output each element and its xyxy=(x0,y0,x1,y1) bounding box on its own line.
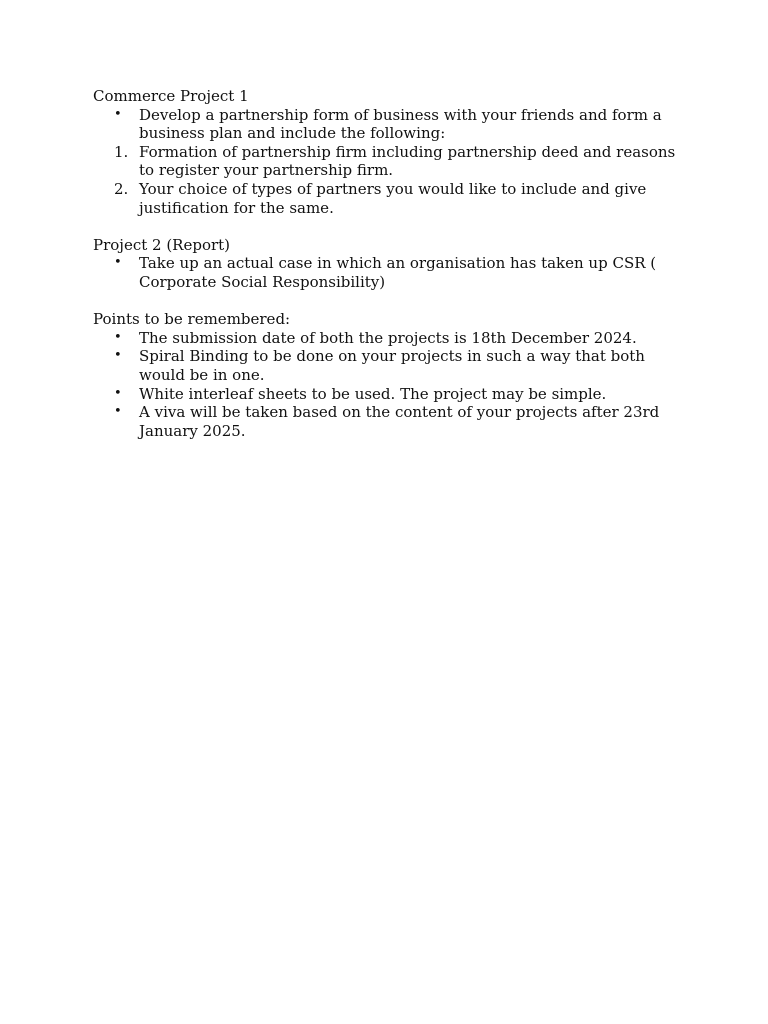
number-marker: 2. xyxy=(114,179,129,198)
section-title-points-to-remember: Points to be remembered: xyxy=(93,310,291,329)
bullet-marker: • xyxy=(114,385,122,401)
list-item-text: Take up an actual case in which an organisation has taken up CSR ( Corporate Social Responsibility) xyxy=(139,254,657,291)
bullet-marker: • xyxy=(114,255,122,271)
list-item xyxy=(93,180,683,217)
commerce-project-1-list xyxy=(93,106,683,218)
list-item-text: The submission date of both the projects is 18th December 2024. xyxy=(139,328,637,347)
list-item-text: Develop a partnership form of business with your friends and form a business plan and include the following: xyxy=(139,105,662,143)
list-item xyxy=(93,254,683,291)
bullet-marker: • xyxy=(114,348,122,364)
list-item xyxy=(93,329,683,348)
list-item-text: Formation of partnership firm including partnership deed and reasons to register your partnership firm. xyxy=(139,142,676,180)
list-item xyxy=(93,403,683,440)
list-item xyxy=(93,347,683,384)
number-marker: 1. xyxy=(114,142,129,161)
list-item xyxy=(93,143,683,180)
list-item-text: Your choice of types of partners you would like to include and give justification for the same. xyxy=(139,179,647,217)
section-title-commerce-project-1: Commerce Project 1 xyxy=(93,87,249,105)
list-item-text: A viva will be taken based on the content of your projects after 23rd January 2025. xyxy=(139,403,660,440)
bullet-marker: • xyxy=(114,404,122,420)
list-item xyxy=(93,385,683,404)
list-item xyxy=(93,106,683,143)
points-to-remember-list xyxy=(93,329,683,441)
list-item-text: White interleaf sheets to be used. The project may be simple. xyxy=(139,384,607,403)
bullet-marker: • xyxy=(114,106,122,122)
document-body xyxy=(93,87,683,440)
list-item-text: Spiral Binding to be done on your projects in such a way that both would be in one. xyxy=(139,347,645,384)
paragraph-gap xyxy=(93,292,683,311)
bullet-marker: • xyxy=(114,329,122,345)
paragraph-gap xyxy=(93,217,683,236)
section-title-project-2: Project 2 (Report) xyxy=(93,235,231,254)
project-2-list xyxy=(93,254,683,291)
